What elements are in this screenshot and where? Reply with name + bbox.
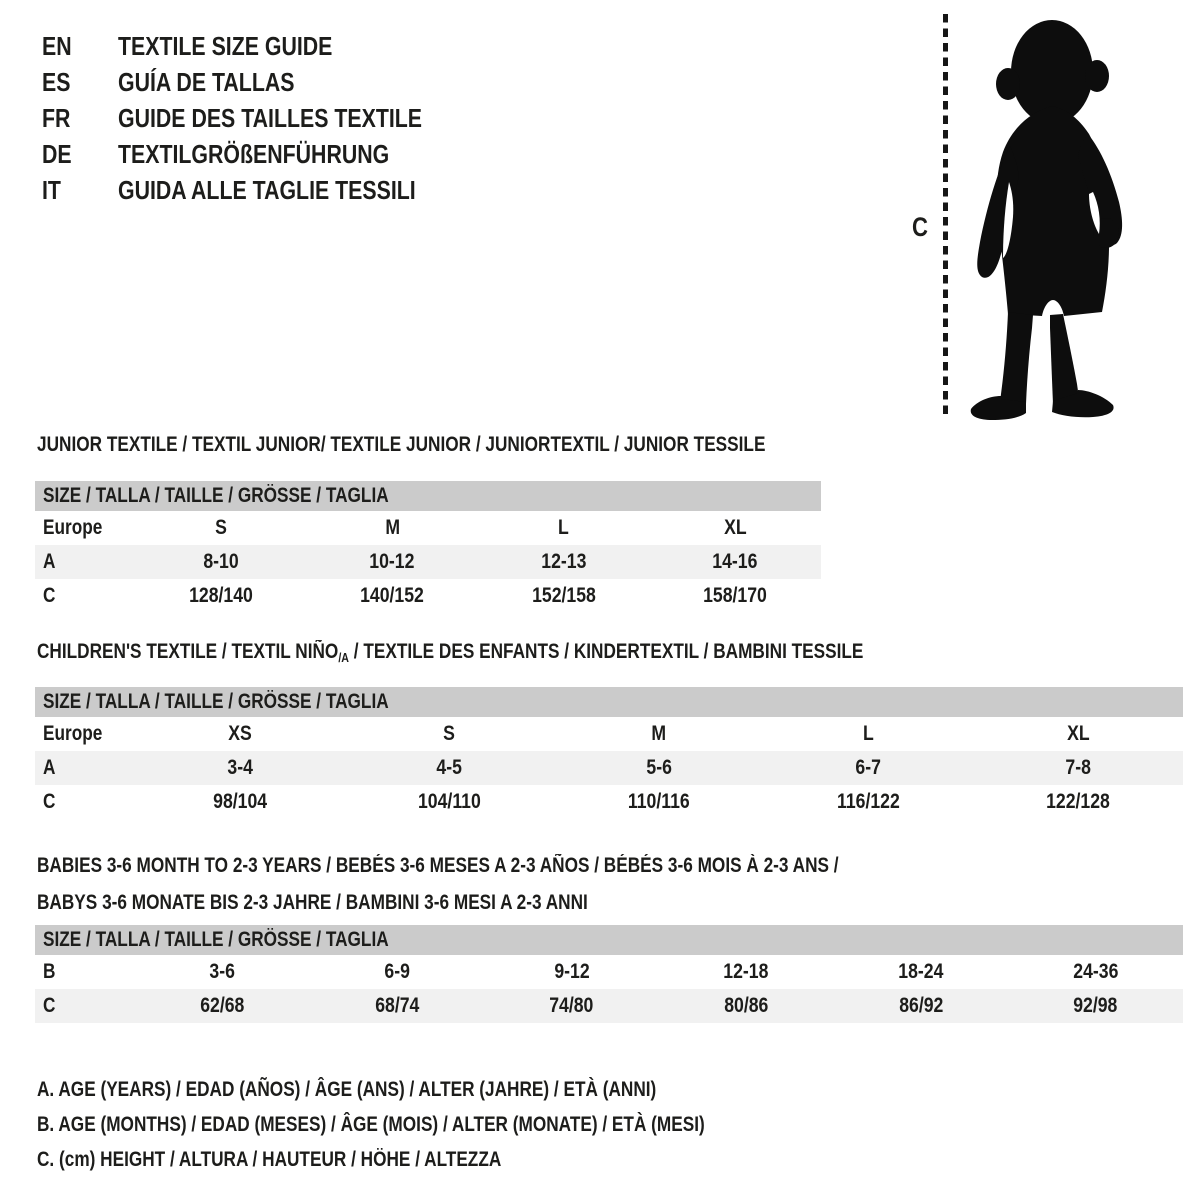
table-cell: 9-12 [554, 960, 590, 983]
guide-title-de: TEXTILGRÖßENFÜHRUNG [118, 138, 390, 169]
children-table-title: CHILDREN'S TEXTILE / TEXTIL $NIÑO_{/A}$ / TEXTILE DES ENFANTS / KINDERTEXTIL / BAMBINI TESSILE [37, 640, 864, 665]
table-cell: 68/74 [374, 994, 420, 1017]
measurement-legend [37, 1072, 851, 1177]
junior-size-table [35, 481, 821, 613]
table-cell: 10-12 [369, 550, 415, 573]
guide-title-es: GUÍA DE TALLAS [118, 66, 295, 97]
table-cell: 158/170 [703, 584, 768, 607]
table-cell: 6-7 [855, 756, 882, 779]
table-cell: M [384, 516, 400, 539]
height-measure-dashed-line [941, 14, 950, 418]
table-cell: 5-6 [646, 756, 672, 779]
size-header-label: SIZE / TALLA / TAILLE / GRÖSSE / TAGLIA [43, 484, 389, 507]
table-row [35, 511, 821, 545]
row-label: C [43, 584, 56, 607]
row-label: B [43, 960, 56, 983]
language-code: EN [42, 30, 72, 61]
babies-title-line2: BABYS 3-6 MONATE BIS 2-3 JAHRE / BAMBINI 3-6 MESI A 2-3 ANNI [37, 891, 588, 914]
language-code: IT [42, 174, 61, 205]
table-cell: 74/80 [549, 994, 594, 1017]
table-cell: 14-16 [712, 550, 758, 573]
babies-table-title [37, 847, 1015, 921]
row-label: C [43, 994, 56, 1017]
height-measure-label: C [912, 212, 928, 242]
row-label: C [43, 790, 56, 813]
table-row [35, 751, 1183, 785]
guide-title-en: TEXTILE SIZE GUIDE [118, 30, 333, 61]
babies-size-table [35, 925, 1183, 1023]
junior-table-title: JUNIOR TEXTILE / TEXTIL JUNIOR/ TEXTILE JUNIOR / JUNIORTEXTIL / JUNIOR TESSILE [37, 433, 766, 456]
table-cell: 3-6 [209, 960, 236, 983]
row-label: Europe [43, 722, 103, 745]
table-cell: 104/110 [417, 790, 481, 813]
table-cell: 62/68 [200, 994, 245, 1017]
size-header-bar [35, 481, 821, 511]
table-row [35, 989, 1183, 1023]
language-code: FR [42, 102, 71, 133]
table-cell: M [651, 722, 667, 745]
table-cell: 12-18 [723, 960, 769, 983]
language-row [42, 64, 489, 100]
language-code: DE [42, 138, 72, 169]
babies-title-line1: BABIES 3-6 MONTH TO 2-3 YEARS / BEBÉS 3-6 MESES A 2-3 AÑOS / BÉBÉS 3-6 MOIS À 2-3 ANS / [37, 854, 839, 877]
table-cell: S [443, 722, 456, 745]
size-header-label: SIZE / TALLA / TAILLE / GRÖSSE / TAGLIA [43, 928, 389, 951]
legend-line-c: C. (cm) HEIGHT / ALTURA / HAUTEUR / HÖHE / ALTEZZA [37, 1147, 502, 1171]
table-cell: 140/152 [360, 584, 425, 607]
table-cell: 80/86 [724, 994, 769, 1017]
table-cell: 98/104 [212, 790, 267, 813]
table-cell: 12-13 [541, 550, 587, 573]
language-code: ES [42, 66, 71, 97]
table-cell: 4-5 [436, 756, 463, 779]
table-row [35, 579, 821, 613]
table-cell: S [214, 516, 227, 539]
children-size-table [35, 687, 1183, 819]
language-row [42, 136, 489, 172]
table-cell: 110/116 [628, 790, 690, 813]
legend-line-a: A. AGE (YEARS) / EDAD (AÑOS) / ÂGE (ANS) / ALTER (JAHRE) / ETÀ (ANNI) [37, 1077, 657, 1101]
language-row [42, 172, 489, 208]
row-label: A [43, 756, 56, 779]
size-header-bar [35, 925, 1183, 955]
table-row [35, 785, 1183, 819]
table-cell: XL [723, 516, 747, 539]
legend-line-b: B. AGE (MONTHS) / EDAD (MESES) / ÂGE (MOIS) / ALTER (MONATE) / ETÀ (MESI) [37, 1112, 705, 1136]
table-cell: L [863, 722, 874, 745]
table-cell: XL [1066, 722, 1090, 745]
table-row [35, 545, 821, 579]
table-cell: 128/140 [188, 584, 253, 607]
table-cell: 122/128 [1046, 790, 1111, 813]
size-header-label: SIZE / TALLA / TAILLE / GRÖSSE / TAGLIA [43, 690, 389, 713]
guide-title-it: GUIDA ALLE TAGLIE TESSILI [118, 174, 416, 205]
table-cell: 7-8 [1065, 756, 1091, 779]
table-cell: XS [228, 722, 252, 745]
row-label: Europe [43, 516, 103, 539]
language-row [42, 100, 489, 136]
table-cell: 86/92 [898, 994, 944, 1017]
table-row [35, 955, 1183, 989]
size-header-bar [35, 687, 1183, 717]
row-label: A [43, 550, 56, 573]
table-row [35, 717, 1183, 751]
language-title-list [42, 28, 489, 208]
table-cell: 116/122 [837, 790, 900, 813]
table-cell: 8-10 [203, 550, 239, 573]
table-cell: 92/98 [1073, 994, 1118, 1017]
table-cell: 6-9 [384, 960, 410, 983]
nino-a-subscript: /A [338, 650, 349, 665]
table-cell: 24-36 [1073, 960, 1119, 983]
language-row [42, 28, 489, 64]
baby-silhouette [956, 12, 1142, 420]
table-cell: 18-24 [898, 960, 944, 983]
table-cell: L [558, 516, 570, 539]
table-cell: 152/158 [531, 584, 596, 607]
guide-title-fr: GUIDE DES TAILLES TEXTILE [118, 102, 423, 133]
table-cell: 3-4 [227, 756, 253, 779]
